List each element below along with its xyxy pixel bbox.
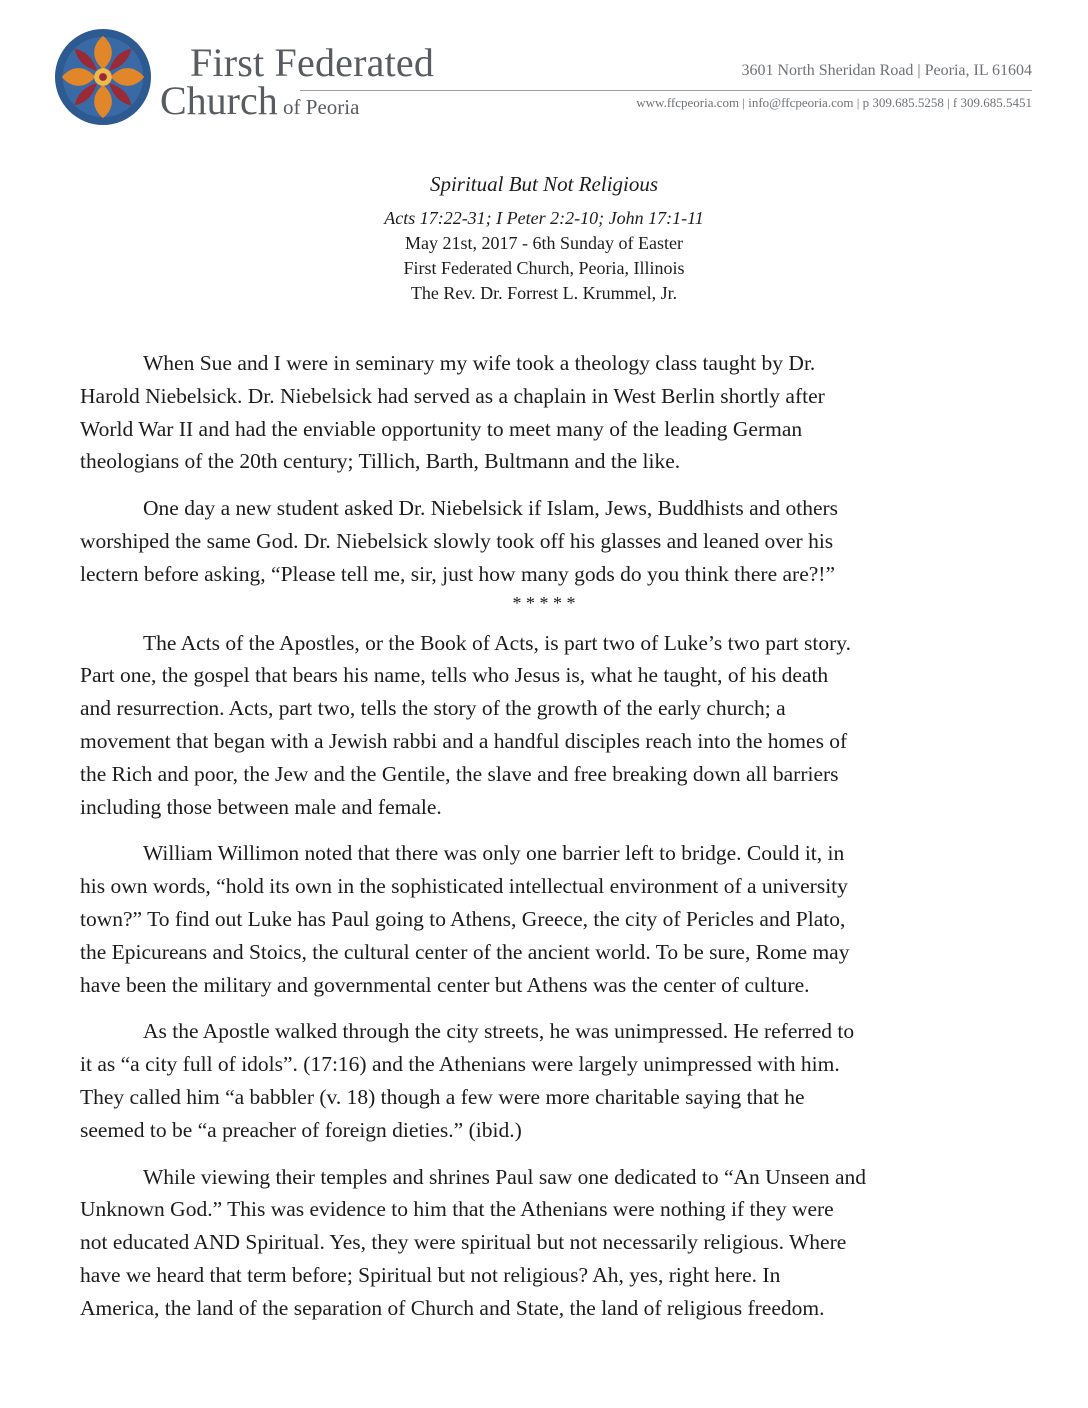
sermon-body	[80, 347, 1008, 1339]
text-line: America, the land of the separation of Church and State, the land of religious freedom.	[80, 1295, 825, 1320]
paragraph	[80, 837, 1008, 1001]
text-line: seemed to be “a preacher of foreign dieties.” (ibid.)	[80, 1117, 522, 1142]
org-name-of-peoria: of Peoria	[277, 95, 360, 119]
scripture-references: Acts 17:22-31; I Peter 2:2-10; John 17:1-11	[384, 208, 704, 228]
sermon-preacher: The Rev. Dr. Forrest L. Krummel, Jr.	[410, 283, 678, 303]
text-line: Unknown God.” This was evidence to him that the Athenians were nothing if they were	[80, 1197, 834, 1222]
text-line: not educated AND Spiritual. Yes, they were spiritual but not necessarily religious. Where	[80, 1230, 847, 1255]
text-line: When Sue and I were in seminary my wife took a theology class taught by Dr.	[143, 351, 816, 375]
text-line: it as “a city full of idols”. (17:16) and the Athenians were largely unimpressed with him.	[80, 1052, 840, 1077]
text-line: lectern before asking, “Please tell me, sir, just how many gods do you think there are?!”	[80, 561, 835, 586]
church-logo	[54, 28, 152, 126]
sermon-place: First Federated Church, Peoria, Illinois	[403, 258, 685, 278]
header-rule	[300, 90, 1032, 91]
text-line: The Acts of the Apostles, or the Book of Acts, is part two of Luke’s two part story.	[143, 630, 852, 655]
text-line: Part one, the gospel that bears his name, tells who Jesus is, what he taught, of his death	[80, 663, 829, 688]
sermon-heading	[0, 170, 1088, 306]
paragraph	[80, 627, 1008, 824]
text-line: World War II and had the enviable opportunity to meet many of the leading German	[80, 416, 803, 441]
text-line: Harold Niebelsick. Dr. Niebelsick had served as a chaplain in West Berlin shortly after	[80, 383, 825, 408]
text-line: theologians of the 20th century; Tillich, Barth, Bultmann and the like.	[80, 449, 681, 474]
text-line: the Epicureans and Stoics, the cultural center of the ancient world. To be sure, Rome may	[80, 939, 850, 964]
text-line: While viewing their temples and shrines Paul saw one dedicated to “An Unseen and	[143, 1164, 867, 1189]
section-divider: * * * * *	[512, 592, 576, 613]
text-line: They called him “a babbler (v. 18) though a few were more charitable saying that he	[80, 1084, 805, 1109]
text-line: his own words, “hold its own in the sophisticated intellectual environment of a university	[80, 874, 848, 899]
text-line: worshiped the same God. Dr. Niebelsick slowly took off his glasses and leaned over his	[80, 528, 834, 553]
paragraph	[80, 492, 1008, 590]
text-line: the Rich and poor, the Jew and the Gentile, the slave and free breaking down all barriers	[80, 761, 839, 786]
text-line: have we heard that term before; Spiritual but not religious? Ah, yes, right here. In	[80, 1262, 781, 1287]
paragraph	[80, 347, 1008, 478]
text-line: have been the military and governmental center but Athens was the center of culture.	[80, 972, 810, 997]
text-line: town?” To find out Luke has Paul going to Athens, Greece, the city of Pericles and Plato,	[80, 906, 846, 931]
church-contact: www.ffcpeoria.com | info@ffcpeoria.com | p 309.685.5258 | f 309.685.5451	[636, 95, 1032, 110]
org-name-line2	[160, 78, 359, 130]
letterhead	[0, 0, 1088, 140]
text-line: including those between male and female.	[80, 794, 442, 819]
sermon-date: May 21st, 2017 - 6th Sunday of Easter	[405, 233, 683, 253]
text-line: As the Apostle walked through the city streets, he was unimpressed. He referred to	[143, 1019, 855, 1044]
text-line: One day a new student asked Dr. Niebelsick if Islam, Jews, Buddhists and others	[143, 496, 839, 521]
paragraph	[80, 1161, 1008, 1325]
org-name-church: Church	[160, 78, 278, 123]
org-name-line1: First Federated	[190, 40, 435, 85]
text-line: and resurrection. Acts, part two, tells the story of the growth of the early church; a	[80, 696, 786, 721]
text-line: William Willimon noted that there was only one barrier left to bridge. Could it, in	[143, 841, 845, 866]
text-line: movement that began with a Jewish rabbi and a handful disciples reach into the homes of	[80, 728, 848, 753]
sermon-title: Spiritual But Not Religious	[429, 172, 659, 196]
church-address: 3601 North Sheridan Road | Peoria, IL 61604	[741, 62, 1032, 79]
paragraph	[80, 1015, 1008, 1146]
